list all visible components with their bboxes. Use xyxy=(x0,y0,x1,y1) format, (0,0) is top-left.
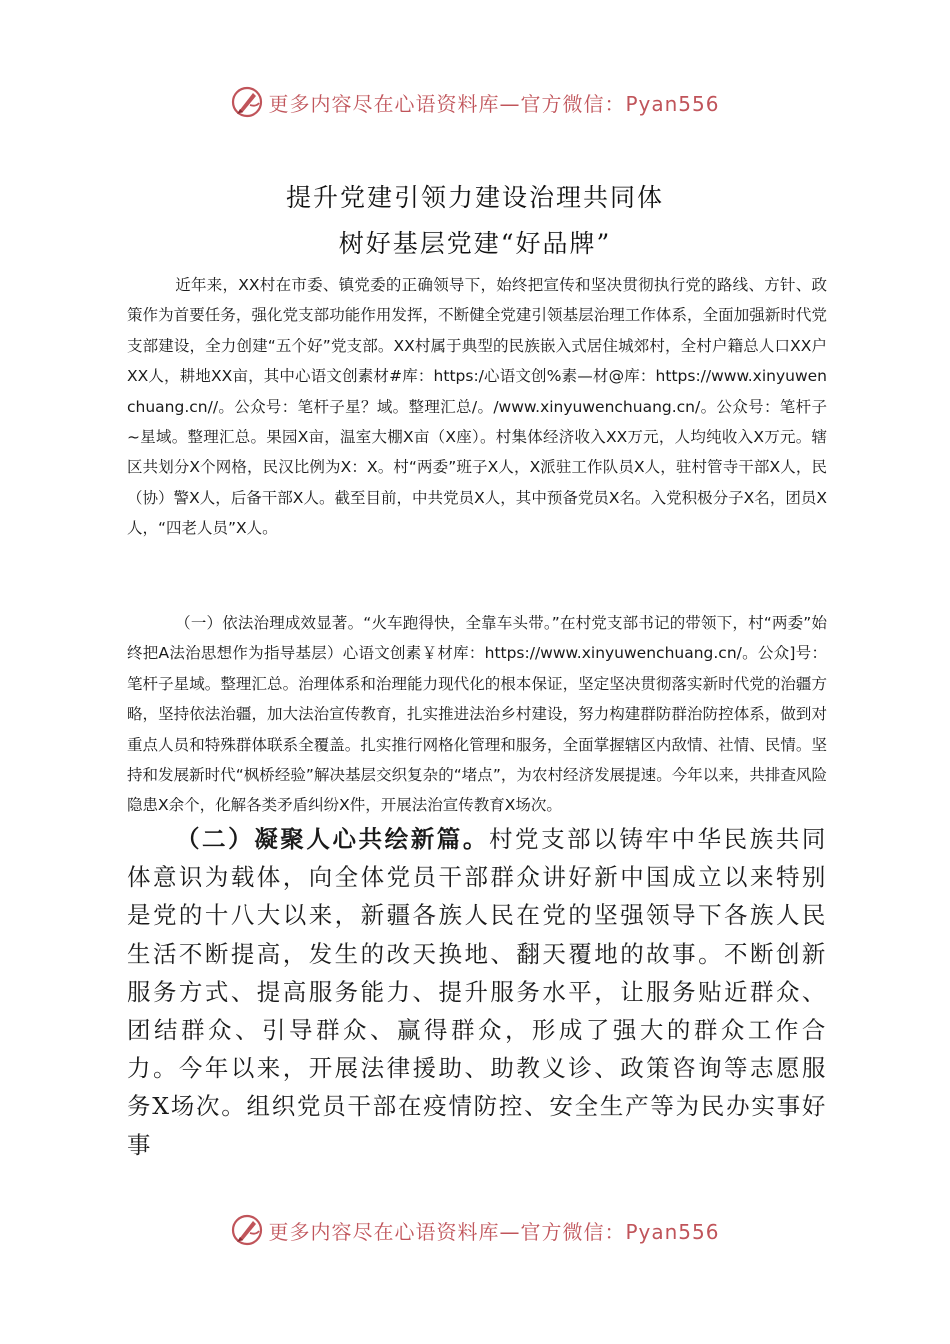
document-title-line2: 树好基层党建“好品牌” xyxy=(338,229,612,258)
pen-logo-icon xyxy=(230,1213,264,1247)
section1-paragraph xyxy=(127,608,827,821)
watermark-banner-bottom xyxy=(0,1210,950,1250)
section1-text: （一）依法治理成效显著。“火车跑得快，全靠车头带。”在村党支部书记的带领下，村“两委”始终把A法治思想作为指导基层）心语文创素￥材库：https://www.xinyuwenchuang.cn/。公众]号：笔杆子星域。整理汇总。治理体系和治理能力现代化的根本保证，坚定坚决贯彻落实新时代党的治疆方略，坚持依法治疆，加大法治宣传教育，扎实推进法治乡村建设，努力构建群防群治防控体系，做到对重点人员和特殊群体联系全覆盖。扎实推行网格化管理和服务，全面掌握辖区内敌情、社情、民情。坚持和发展新时代“枫桥经验”解决基层交织复杂的“堵点”，为农村经济发展提速。今年以来，共排查风险隐患X余个，化解各类矛盾纠纷X件，开展法治宣传教育X场次。 xyxy=(127,614,827,815)
document-title-line1: 提升党建引领力建设治理共同体 xyxy=(285,183,664,212)
watermark-text: 更多内容尽在心语资料库—官方微信：Pyan556 xyxy=(268,91,720,116)
intro-paragraph xyxy=(127,270,827,544)
section2-body: 村党支部以铸牢中华民族共同体意识为载体，向全体党员干部群众讲好新中国成立以来特别是党的十八大以来，新疆各族人民在党的坚强领导下各族人民生活不断提高，发生的改天换地、翻天覆地的故事。不断创新服务方式、提高服务能力、提升服务水平，让服务贴近群众、团结群众、引导群众、赢得群众，形成了强大的群众工作合力。今年以来，开展法律援助、助教义诊、政策咨询等志愿服务X场次。组织党员干部在疫情防控、安全生产等为民办实事好事 xyxy=(127,825,827,1159)
section2-heading: （二）凝聚人心共绘新篇。 xyxy=(175,825,489,853)
pen-logo-icon xyxy=(230,85,264,119)
watermark-banner-top xyxy=(0,82,950,122)
intro-text: 近年来，XX村在市委、镇党委的正确领导下，始终把宣传和坚决贯彻执行党的路线、方针、政策作为首要任务，强化党支部功能作用发挥，不断健全党建引领基层治理工作体系，全面加强新时代党支部建设，全力创建“五个好”党支部。XX村属于典型的民族嵌入式居住城郊村，全村户籍总人口XX户XX人，耕地XX亩，其中心语文创素材#库：https:/心语文创%素—材@库：https://www.xinyuwenchuang.cn//。公众号：笔杆子星？域。整理汇总/。/www.xinyuwenchuang.cn/。公众号：笔杆子~星域。整理汇总。果园X亩，温室大棚X亩（X座）。村集体经济收入XX万元，人均纯收入X万元。辖区共划分X个网格，民汉比例为X：X。村“两委”班子X人，X派驻工作队员X人，驻村管寺干部X人，民（协）警X人，后备干部X人。截至目前，中共党员X人，其中预备党员X名。入党积极分子X名，团员X人，“四老人员”X人。 xyxy=(127,276,827,538)
section2-paragraph xyxy=(127,820,827,1164)
watermark-text: 更多内容尽在心语资料库—官方微信：Pyan556 xyxy=(268,1219,720,1244)
